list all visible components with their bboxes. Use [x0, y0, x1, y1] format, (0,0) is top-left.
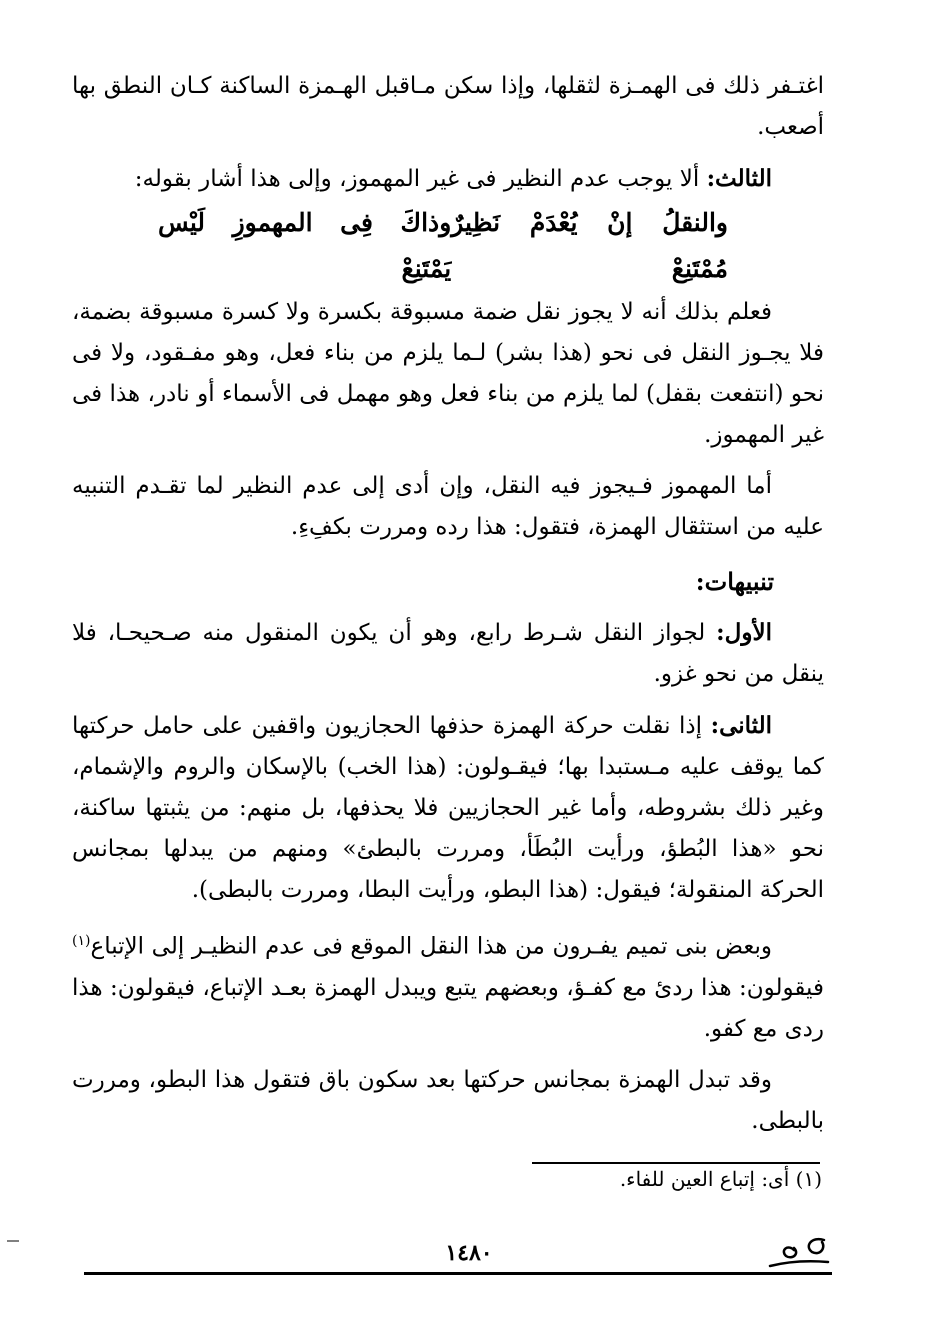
paragraph-8: وقد تبدل الهمزة بمجانس حركتها بعد سكون باق فتقول هذا البطو، ومررت بالبطى.	[72, 1066, 824, 1134]
paragraph-6	[72, 705, 824, 911]
paragraph-5	[72, 612, 824, 695]
margin-dash-icon	[6, 1238, 20, 1244]
paragraph-7	[72, 921, 824, 1050]
paragraph-7-part-b: فيقولون: هذا ردئ مع كفـؤ، وبعضهم يتبع ويبدل الهمزة بعـد الإتباع، فيقولون: هذا ردى مع كفو.	[72, 974, 824, 1042]
footnote-text: (١) أى: إتباع العين للفاء.	[619, 1167, 822, 1191]
paragraph-2-body: ألا يوجب عدم النظير فى غير المهموز، وإلى هذا أشار بقوله:	[134, 166, 707, 192]
page-body	[72, 66, 824, 1142]
footnote-reference: (١)	[72, 933, 91, 949]
paragraph-6-lead: الثانى:	[710, 712, 772, 739]
paragraph-4: أما المهموز فـيجوز فيه النقل، وإن أدى إلى عدم النظير لما تقـدم التنبيه عليه من استثقال الهمزة، فتقول: هذا رده ومررت بكفِءِ.	[72, 473, 824, 540]
paragraph-6-body: إذا نقلت حركة الهمزة حذفها الحجازيون واقفين على حامل حركتها كما يوقف عليه مـستبدا بها؛ فيقـولون: (هذا الخب) بالإسكان والروم والإشمام، وغير ذلك بشروطه، وأما غير الحجازيين فلا يحذفها، بل منهم: من يثبتها ساكنة، نحو «هذا البُطؤ، ورأيت البُطَأ، ومررت بالبطئ» ومنهم من يبدلها بمجانس الحركة المنقولة؛ فيقول: (هذا البطو، ورأيت البطا، ومررت بالبطى).	[72, 713, 824, 903]
paragraph-3: فعلم بذلك أنه لا يجوز نقل ضمة مسبوقة بكسرة ولا كسرة مسبوقة بضمة، فلا يجـوز النقل فى نحو (هذا بشر) لـما يلزم من بناء فعل، وهو مفـقود، ولا فى نحو (انتفعت بقفل) لما يلزم من بناء فعل وهو مهمل فى الأسماء أو نادر، هذا فى غير المهموز.	[72, 299, 824, 448]
paragraph-5-lead: الأول:	[716, 619, 772, 646]
paragraph-1: اغتـفر ذلك فى الهمـزة لثقلها، وإذا سكن مـاقبل الهـمزة الساكنة كـان النطق بها أصعب.	[72, 73, 824, 140]
section-heading: تنبيهات:	[695, 567, 774, 596]
verse-line	[72, 200, 824, 292]
paragraph-2-lead: الثالث:	[706, 165, 772, 192]
bottom-divider	[84, 1272, 832, 1275]
verse-second-hemistich: وذاكَ فِى المهموزِ لَيْس يَمْتَنِعْ	[158, 208, 452, 283]
paragraph-7-part-a: وبعض بنى تميم يفـرون من هذا النقل الموقع فى عدم النظيـر إلى الإتباع	[90, 933, 772, 960]
verse-first-hemistich: والنقلُ إنْ يُعْدَمْ نَظِيرٌ مُمْتَنِعْ	[451, 208, 728, 283]
signature-mark-icon	[764, 1222, 834, 1274]
paragraph-5-body: لجواز النقل شـرط رابع، وهو أن يكون المنقول منه صـحيحـا، فلا ينقل من نحو غزو.	[72, 620, 824, 687]
paragraph-2	[72, 158, 824, 200]
page-number: ١٤٨٠	[445, 1240, 493, 1266]
